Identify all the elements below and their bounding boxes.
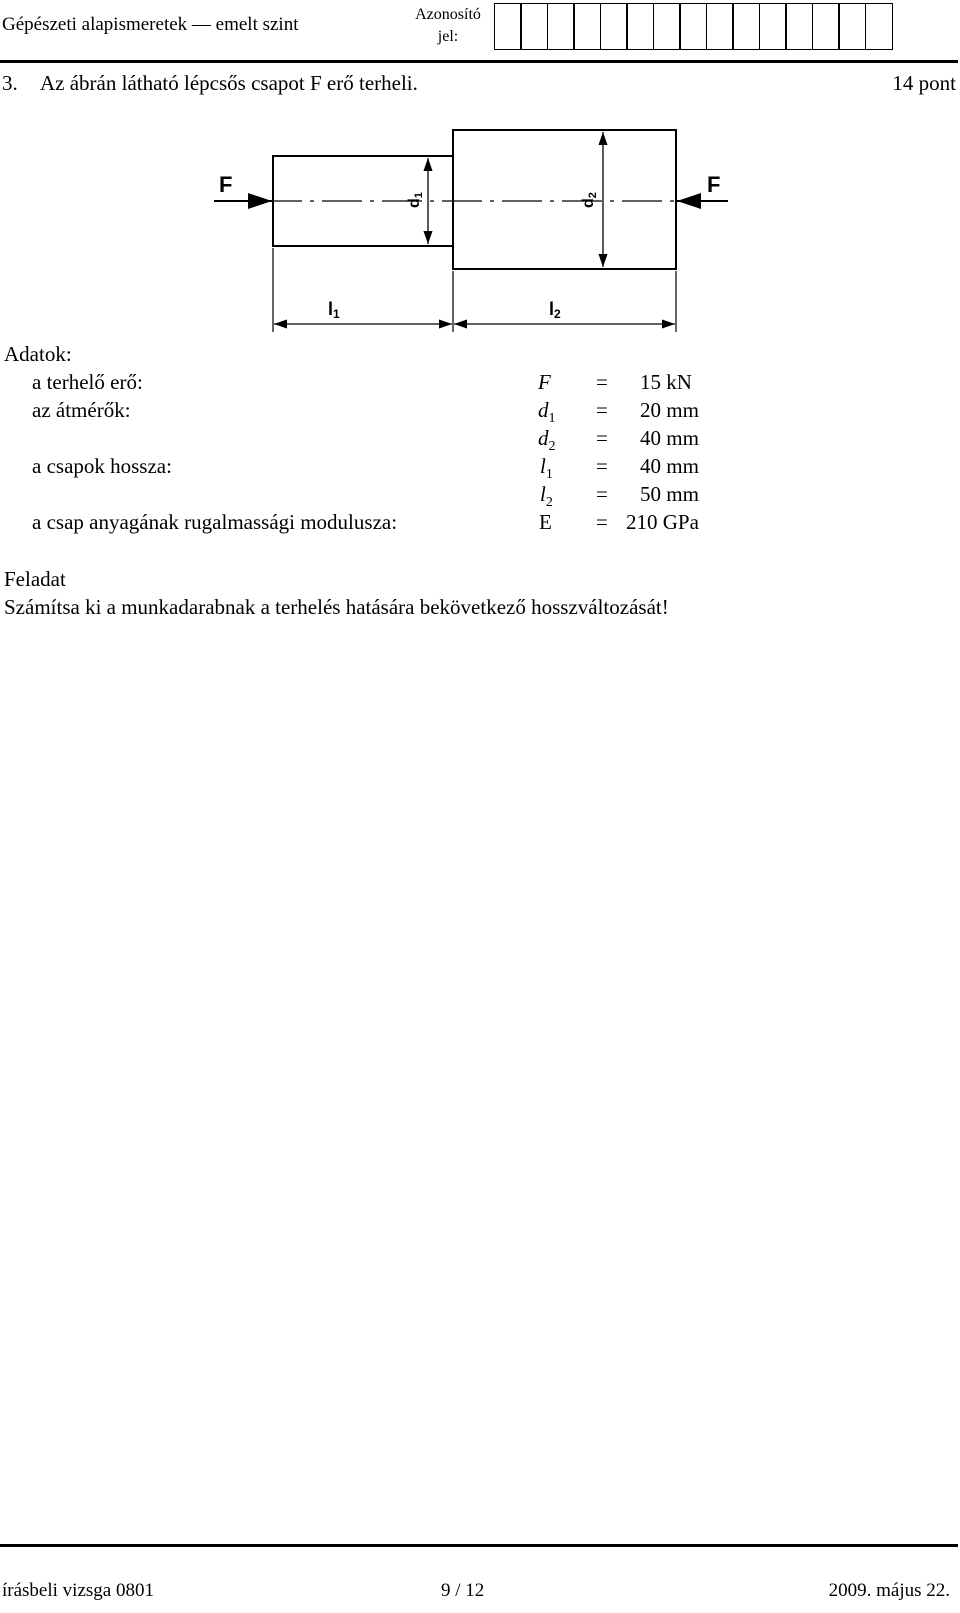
d2-symbol: d	[580, 198, 597, 208]
data-row-value: 20 mm	[640, 398, 699, 422]
footer-date: 2009. május 22.	[828, 1580, 950, 1601]
l1-sub: 1	[333, 307, 340, 321]
data-row-symbol: F	[538, 370, 551, 394]
data-row-equals: =	[596, 510, 608, 534]
footer-exam-id: írásbeli vizsga 0801	[2, 1580, 154, 1601]
data-row-symbol: $d_1$	[538, 398, 556, 427]
d1-symbol: d	[406, 198, 423, 208]
id-label-line2: jel:	[437, 28, 459, 45]
dimension-l1-label	[328, 299, 340, 321]
question-number: 3.	[2, 71, 18, 95]
task-text: Számítsa ki a munkadarabnak a terhelés hatására bekövetkező hosszváltozását!	[4, 595, 669, 619]
l1-symbol: l	[328, 299, 334, 319]
data-row-symbol: $l_2$	[540, 482, 553, 511]
question-points: 14 pont	[892, 71, 956, 95]
data-heading: Adatok:	[4, 342, 72, 366]
data-row-equals: =	[596, 398, 608, 422]
l2-sub: 2	[554, 307, 561, 321]
force-label-right: F	[707, 172, 721, 197]
data-row-equals: =	[596, 482, 608, 506]
l2-symbol: l	[549, 299, 555, 319]
dimension-l2-label	[549, 299, 561, 321]
shaft-section-d2	[453, 130, 676, 269]
dimension-d1-label	[406, 192, 425, 208]
stepped-shaft-diagram	[0, 0, 960, 340]
data-row-value: 15 kN	[640, 370, 692, 394]
data-row-symbol: $l_1$	[540, 454, 553, 483]
task-heading: Feladat	[4, 567, 66, 591]
data-row-equals: =	[596, 370, 608, 394]
data-row-value: 40 mm	[640, 454, 699, 478]
data-row-label: a csapok hossza:	[32, 454, 172, 478]
dimension-d2-label	[580, 192, 599, 208]
force-label-left: F	[219, 172, 233, 197]
data-row-equals: =	[596, 454, 608, 478]
data-row-value: 40 mm	[640, 426, 699, 450]
d2-sub: 2	[587, 192, 599, 199]
question-text: Az ábrán látható lépcsős csapot F erő terheli.	[40, 71, 418, 95]
id-label-line1: Azonosító	[415, 6, 481, 23]
data-row-value: 50 mm	[640, 482, 699, 506]
data-row-equals: =	[596, 426, 608, 450]
footer-rule	[0, 1544, 958, 1547]
footer-page-number: 9 / 12	[441, 1580, 485, 1601]
d1-sub: 1	[413, 192, 425, 199]
data-row-symbol: E	[539, 510, 552, 534]
page-header-title: Gépészeti alapismeretek — emelt szint	[2, 14, 299, 35]
data-row-value: 210 GPa	[626, 510, 699, 534]
data-row-label: az átmérők:	[32, 398, 131, 422]
data-row-label: a terhelő erő:	[32, 370, 143, 394]
data-row-label: a csap anyagának rugalmassági modulusza:	[32, 510, 398, 534]
data-row-symbol: $d_2$	[538, 426, 556, 455]
